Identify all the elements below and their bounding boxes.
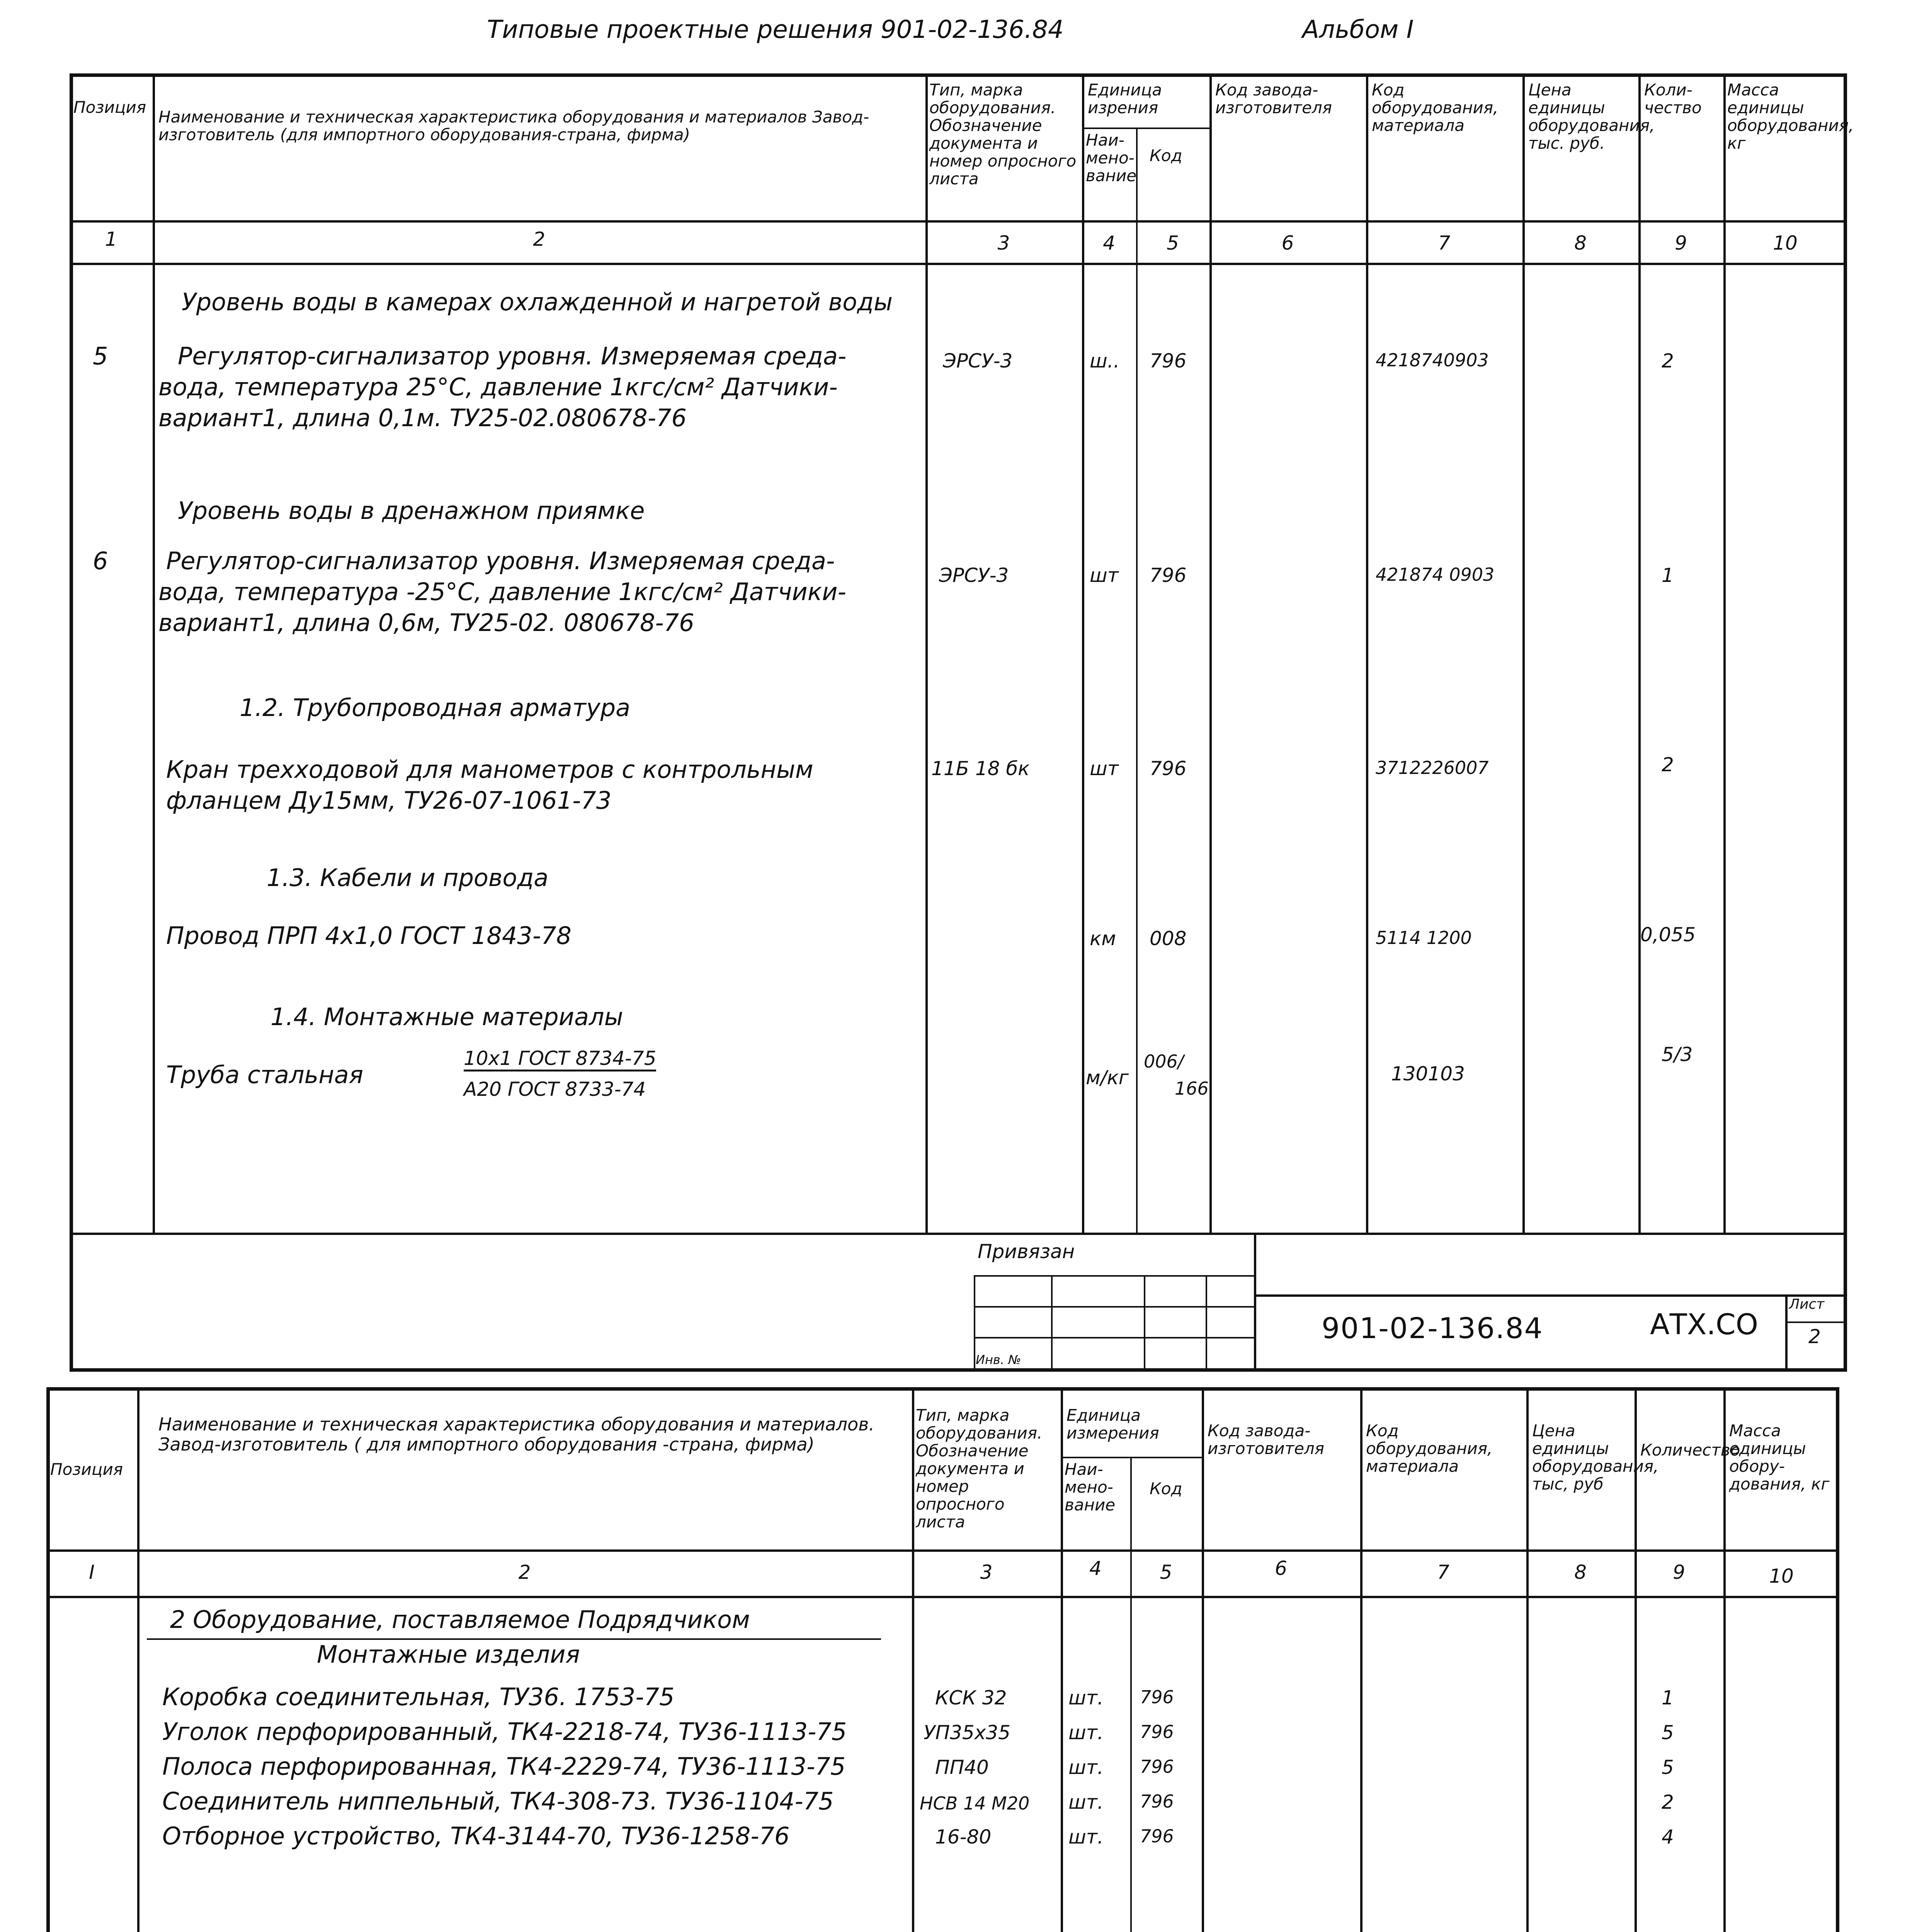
subsection-heading: Монтажные изделия (317, 1640, 580, 1668)
col-type-header: Тип, марка оборудования. Обозначение документа и номер опросного листа (916, 1406, 1043, 1531)
col-unit-code-header: Код (1150, 146, 1182, 165)
row-unit-code: 796 (1140, 1721, 1174, 1742)
stamp-doc-code: 901-02-136.84 (1322, 1312, 1543, 1345)
row-type: ЭРСУ-3 (943, 350, 1013, 372)
row-name-line1: Труба стальная (166, 1061, 364, 1089)
col-name-header: Наименование и техническая характеристика оборудования и материалов. Завод-изготовитель ( для импортного оборудования -страна, фирма) (158, 1414, 874, 1455)
row-type: КСК 32 (935, 1687, 1007, 1709)
row-unit-code: 796 (1140, 1791, 1174, 1812)
row-qty: 1 (1662, 1687, 1674, 1709)
row-name-line1: Регулятор-сигнализатор уровня. Измеряемая среда- (166, 547, 835, 575)
col-num-5: 5 (1160, 1561, 1172, 1583)
stamp-privyazan: Привязан (978, 1240, 1075, 1263)
col-unit-header: Единица изрения (1088, 80, 1162, 117)
col-position-header: Позиция (50, 1460, 123, 1479)
col-num-4: 4 (1089, 1557, 1102, 1580)
row-unit: шт. (1068, 1826, 1104, 1848)
row-name-line1: Регулятор-сигнализатор уровня. Измеряемая среда- (178, 342, 847, 370)
row-qty: 5 (1662, 1756, 1674, 1779)
row-equip-code: 3712226007 (1376, 757, 1489, 778)
col-price-header: Цена единицы оборудования, тыс, руб (1532, 1421, 1659, 1493)
col-num-10: 10 (1769, 1565, 1794, 1587)
row-unit-code: 796 (1150, 564, 1187, 587)
section-heading: Уровень воды в дренажном приямке (178, 497, 645, 525)
col-num-9: 9 (1675, 232, 1687, 254)
row-name: Полоса перфорированная, ТК4-2229-74, ТУ36-1113-75 (162, 1752, 846, 1781)
col-qty-header: Количество (1640, 1440, 1740, 1459)
stamp-inv: Инв. № (976, 1352, 1021, 1367)
col-plant-code-header: Код завода-изготовителя (1215, 80, 1332, 117)
row-type: УП35х35 (924, 1721, 1010, 1744)
col-position-header: Позиция (73, 98, 146, 117)
row-position: 6 (93, 547, 108, 575)
stamp-doc-type: АТХ.СО (1650, 1308, 1758, 1341)
col-type-header: Тип, марка оборудования. Обозначение документа и номер опросного листа (929, 80, 1077, 188)
col-num-9: 9 (1673, 1561, 1685, 1583)
col-num-1: 1 (105, 228, 117, 250)
col-equip-code-header: Код оборудования, материала (1372, 80, 1499, 135)
row-qty: 4 (1662, 1826, 1674, 1848)
row-name-line3: вариант1, длина 0,1м. ТУ25-02.080678-76 (158, 404, 687, 432)
row-qty: 1 (1662, 564, 1674, 587)
row-type: 16-80 (935, 1826, 992, 1848)
row-name-line2: вода, температура 25°С, давление 1кгс/см² Датчики- (158, 373, 838, 401)
section-heading: 1.3. Кабели и провода (267, 864, 549, 892)
row-type: ПП40 (935, 1756, 989, 1779)
col-num-1: I (89, 1561, 95, 1583)
row-unit-code-top: 006/ (1144, 1051, 1184, 1072)
row-unit-code-bottom: 166 (1175, 1078, 1209, 1099)
row-unit: шт (1090, 564, 1119, 587)
row-name: Уголок перфорированный, ТК4-2218-74, ТУ36-1113-75 (162, 1718, 847, 1746)
row-equip-code: 421874 0903 (1376, 564, 1495, 585)
row-unit: шт (1090, 757, 1119, 780)
row-unit: шт. (1068, 1687, 1104, 1709)
col-num-3: 3 (997, 232, 1010, 254)
col-price-header: Цена единицы оборудования, тыс. руб. (1528, 80, 1655, 153)
row-name-line2: фланцем Ду15мм, ТУ26-07-1061-73 (166, 786, 612, 815)
row-unit-code: 796 (1150, 757, 1187, 780)
fraction-top: 10х1 ГОСТ 8734-75 (464, 1047, 656, 1071)
col-num-4: 4 (1103, 232, 1115, 254)
row-unit: шт. (1068, 1721, 1104, 1744)
row-equip-code: 130103 (1391, 1063, 1465, 1085)
fraction-bottom: А20 ГОСТ 8733-74 (464, 1078, 646, 1100)
row-unit: шт. (1068, 1756, 1104, 1779)
row-qty: 5 (1662, 1721, 1674, 1744)
section-heading: 2 Оборудование, поставляемое Подрядчиком (170, 1605, 750, 1634)
col-qty-header: Коли-чество (1644, 80, 1702, 117)
col-unit-code-header: Код (1150, 1479, 1182, 1498)
row-type: 11Б 18 бк (931, 757, 1030, 780)
col-num-3: 3 (980, 1561, 993, 1583)
row-qty: 5/3 (1662, 1043, 1693, 1066)
col-unit-header: Единица измерения (1067, 1406, 1159, 1442)
row-name-line2: вода, температура -25°С, давление 1кгс/см² Датчики- (158, 578, 846, 606)
section-heading: 1.4. Монтажные материалы (270, 1003, 623, 1031)
row-qty: 2 (1662, 1791, 1674, 1813)
row-unit: ш.. (1090, 350, 1120, 372)
col-name-header: Наименование и техническая характеристика оборудования и материалов Завод-изготовитель (для импортного оборудования-страна, фирма) (158, 107, 869, 144)
row-name-line3: вариант1, длина 0,6м, ТУ25-02. 080678-76 (158, 609, 694, 637)
row-qty: 0,055 (1640, 923, 1696, 946)
row-unit-code: 796 (1140, 1756, 1174, 1777)
section-heading: 1.2. Трубопроводная арматура (240, 694, 631, 722)
row-name-line1: Кран трехходовой для манометров с контрольным (166, 755, 813, 784)
col-mass-header: Масса единицы обору-дования, кг (1729, 1421, 1830, 1493)
series-title: Типовые проектные решения 901-02-136.84 (487, 15, 1064, 44)
row-unit-code: 796 (1140, 1826, 1174, 1847)
col-num-10: 10 (1773, 232, 1798, 254)
col-unit-name-header: Наи-мено-вание (1086, 131, 1137, 185)
row-unit: шт. (1068, 1791, 1104, 1813)
col-num-6: 6 (1281, 232, 1294, 254)
col-mass-header: Масса единицы оборудования, кг (1727, 80, 1854, 153)
col-num-2: 2 (518, 1561, 531, 1583)
row-position: 5 (93, 342, 108, 370)
stamp-list-num: 2 (1808, 1325, 1821, 1348)
col-num-7: 7 (1437, 1561, 1449, 1583)
row-unit-code: 796 (1150, 350, 1187, 372)
col-num-7: 7 (1438, 232, 1451, 254)
col-num-6: 6 (1275, 1557, 1287, 1580)
col-num-2: 2 (533, 228, 545, 250)
col-num-8: 8 (1574, 232, 1587, 254)
row-equip-code: 4218740903 (1376, 350, 1489, 371)
row-name: Соединитель ниппельный, ТК4-308-73. ТУ36-1104-75 (162, 1787, 834, 1815)
col-unit-name-header: Наи-мено-вание (1065, 1460, 1116, 1514)
album-title: Альбом I (1302, 15, 1414, 44)
row-type: ЭРСУ-3 (939, 564, 1009, 587)
row-unit-code: 008 (1150, 927, 1187, 950)
section-heading: Уровень воды в камерах охлажденной и нагретой воды (182, 288, 893, 316)
row-qty: 2 (1662, 753, 1674, 776)
row-equip-code: 5114 1200 (1376, 927, 1472, 948)
row-type: НСВ 14 М20 (920, 1793, 1030, 1814)
row-unit: м/кг (1086, 1066, 1129, 1089)
row-unit-code: 796 (1140, 1687, 1174, 1708)
row-name-line1: Провод ПРП 4х1,0 ГОСТ 1843-78 (166, 922, 572, 950)
col-plant-code-header: Код завода-изготовителя (1208, 1421, 1325, 1458)
row-unit: км (1090, 927, 1116, 950)
col-num-8: 8 (1574, 1561, 1587, 1583)
row-name: Отборное устройство, ТК4-3144-70, ТУ36-1258-76 (162, 1822, 790, 1850)
col-num-5: 5 (1167, 232, 1179, 254)
row-name: Коробка соединительная, ТУ36. 1753-75 (162, 1683, 675, 1711)
stamp-list-label: Лист (1789, 1296, 1825, 1312)
col-equip-code-header: Код оборудования, материала (1366, 1421, 1493, 1476)
row-qty: 2 (1662, 350, 1674, 372)
